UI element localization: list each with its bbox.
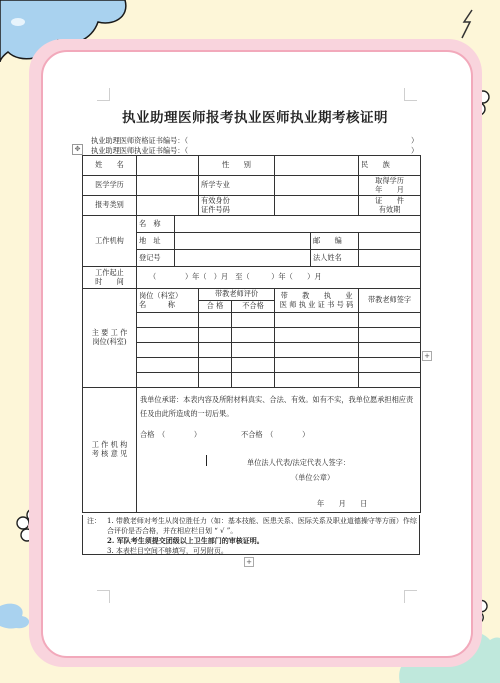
label-degree-date (359, 176, 421, 196)
label-registration: 登记号 (137, 250, 175, 267)
input-post[interactable] (137, 343, 199, 358)
input-registration[interactable] (175, 250, 311, 267)
review-signature[interactable]: 单位法人代表/法定代表人签字： (247, 458, 351, 467)
row-posts-header (83, 289, 421, 301)
label-degree-date-line1: 取得学历 (375, 175, 404, 185)
label-gender: 性 别 (199, 156, 275, 176)
input-post[interactable] (137, 328, 199, 343)
label-validity (359, 196, 421, 216)
label-posts-line1: 主 要 工 作 (91, 328, 128, 338)
table-move-handle-icon[interactable]: ✥ (72, 144, 83, 155)
col-header-post-line1: 岗位（科室） (139, 290, 183, 300)
input-sign[interactable] (359, 343, 421, 358)
col-header-cert (275, 289, 359, 313)
input-fail[interactable] (232, 373, 275, 388)
input-post[interactable] (137, 373, 199, 388)
col-header-post (137, 289, 199, 313)
label-period-line1: 工作起止 (95, 267, 124, 277)
input-period[interactable]: （ ）年（ ）月 至（ ）年（ ）月 (137, 267, 421, 289)
input-pass[interactable] (199, 328, 232, 343)
col-header-sign: 带教老师签字 (359, 289, 421, 313)
label-validity-line2: 有效期 (378, 204, 401, 214)
label-name: 姓 名 (83, 156, 137, 176)
input-cert[interactable] (275, 358, 359, 373)
input-legal-rep[interactable] (359, 250, 421, 267)
label-id-line2: 证件号码 (201, 204, 230, 214)
page-corner-mark (404, 88, 417, 101)
cert-line-label: 执业助理医师执业证书编号：（ (91, 146, 189, 155)
page-corner-mark (97, 88, 110, 101)
page-corner-mark (97, 590, 110, 603)
review-date[interactable]: 年 月 日 (317, 499, 368, 508)
input-sign[interactable] (359, 313, 421, 328)
input-sign[interactable] (359, 373, 421, 388)
document-title: 执业助理医师报考执业医师执业期考核证明 (122, 110, 388, 126)
col-header-fail: 不合格 (232, 301, 275, 313)
label-id (199, 196, 275, 216)
review-pass[interactable]: 合格 （ ） (140, 430, 202, 439)
row-review (83, 388, 421, 513)
input-pass[interactable] (199, 373, 232, 388)
col-header-pass: 合 格 (199, 301, 232, 313)
label-ethnicity: 民 族 (359, 156, 421, 176)
add-column-handle-icon[interactable]: + (422, 351, 432, 361)
input-cert[interactable] (275, 328, 359, 343)
row-period (83, 267, 421, 289)
row-education (83, 176, 421, 196)
col-header-eval: 带教老师评价 (199, 289, 275, 301)
label-review (83, 388, 137, 513)
label-posts-line2: 岗位(科室) (92, 337, 127, 346)
label-review-line1: 工 作 机 构 (91, 440, 128, 450)
note-item: 2. 军队考生须提交团级以上卫生部门的审核证明。 (107, 536, 264, 545)
input-cert[interactable] (275, 313, 359, 328)
text-cursor (206, 455, 207, 466)
row-exam (83, 196, 421, 216)
row-org-name (83, 216, 421, 233)
label-major: 所学专业 (199, 176, 275, 196)
input-major[interactable] (275, 176, 359, 196)
review-fail[interactable]: 不合格 （ ） (241, 430, 310, 439)
notes-label: 注： (87, 517, 101, 525)
label-degree-date-line2: 年 月 (375, 184, 404, 194)
review-seal: （单位公章） (291, 473, 335, 482)
input-id[interactable] (275, 196, 359, 216)
input-pass[interactable] (199, 358, 232, 373)
input-fail[interactable] (232, 328, 275, 343)
input-org-address[interactable] (175, 233, 311, 250)
note-item: 1. 带教老师对考生从岗位胜任力（如：基本技能、医患关系、医际关系及职业道德操守等方面）作综合评价是否合格，并在相应栏目划 “ √ ”。 (107, 517, 417, 535)
cert-line-label: 执业助理医师资格证书编号：（ (91, 136, 189, 145)
label-period (83, 267, 137, 289)
notes-body (107, 516, 417, 556)
label-review-line2: 考 核 意 见 (91, 449, 128, 458)
input-org-name[interactable] (175, 216, 421, 233)
notes-section (82, 515, 420, 555)
label-category: 报考类别 (83, 196, 137, 216)
input-category[interactable] (137, 196, 199, 216)
label-posts (83, 289, 137, 388)
review-content (137, 388, 421, 513)
input-sign[interactable] (359, 328, 421, 343)
label-id-line1: 有效身份 (201, 195, 230, 205)
input-fail[interactable] (232, 358, 275, 373)
row-basic (83, 156, 421, 176)
input-cert[interactable] (275, 373, 359, 388)
input-post[interactable] (137, 358, 199, 373)
input-cert[interactable] (275, 343, 359, 358)
label-period-line2: 时 间 (95, 276, 124, 286)
input-fail[interactable] (232, 343, 275, 358)
cert-line-close: ） (411, 146, 419, 155)
cert-line-close: ） (411, 136, 419, 145)
label-legal-rep: 法人姓名 (311, 250, 359, 267)
label-postcode: 邮 编 (311, 233, 359, 250)
review-promise: 我单位承诺：本表内容及所附材料真实、合法、有效。如有不实，我单位愿承担相应责任及由此所造成的一切后果。 (140, 395, 414, 418)
input-pass[interactable] (199, 313, 232, 328)
add-row-handle-icon[interactable]: + (244, 557, 254, 567)
input-education[interactable] (137, 176, 199, 196)
verification-form-table (82, 155, 421, 513)
col-header-cert-line2: 医 师 执 业 证 书 号 码 (279, 299, 354, 309)
note-item: 3. 本表栏目空间不够填写，可另附页。 (107, 547, 228, 555)
label-work-org: 工作机构 (83, 216, 137, 267)
input-name[interactable] (137, 156, 199, 176)
input-pass[interactable] (199, 343, 232, 358)
input-postcode[interactable] (359, 233, 421, 250)
col-header-cert-line1: 带 教 执 业 (280, 290, 353, 300)
label-org-address: 地 址 (137, 233, 175, 250)
input-post[interactable] (137, 313, 199, 328)
label-validity-line1: 证 件 (375, 195, 404, 205)
cert-line (91, 136, 419, 146)
label-education: 医学学历 (83, 176, 137, 196)
input-fail[interactable] (232, 313, 275, 328)
input-gender[interactable] (275, 156, 359, 176)
label-org-name: 名 称 (137, 216, 175, 233)
col-header-post-line2: 名 称 (139, 299, 175, 309)
lightning-doodle-icon (458, 8, 478, 40)
page-corner-mark (404, 590, 417, 603)
input-sign[interactable] (359, 358, 421, 373)
